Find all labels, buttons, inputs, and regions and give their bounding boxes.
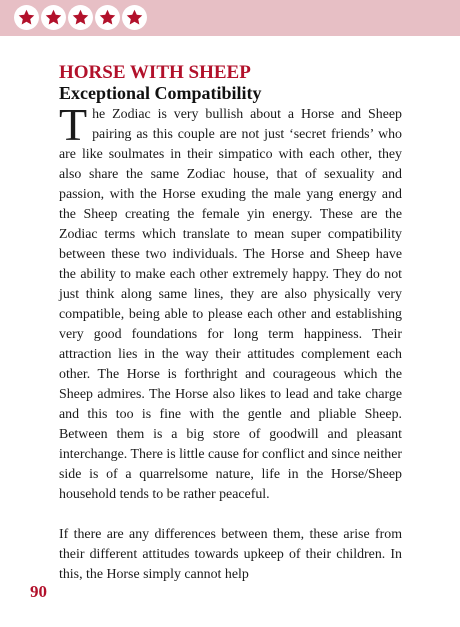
star-icon	[68, 5, 93, 30]
article-subtitle: Exceptional Compatibility	[59, 83, 262, 103]
header-band	[0, 0, 460, 36]
paragraph-2: If there are any differences between them, these arise from their different attitudes towards upkeep of their children. In this, the Horse simply cannot help	[59, 527, 402, 582]
article-title: HORSE WITH SHEEP	[59, 62, 251, 83]
star-icon	[122, 5, 147, 30]
star-icon	[14, 5, 39, 30]
drop-cap: T	[59, 99, 88, 150]
article	[59, 63, 402, 585]
rating-stars	[14, 5, 149, 30]
star-icon	[95, 5, 120, 30]
page-number: 90	[30, 582, 47, 601]
star-icon	[41, 5, 66, 30]
paragraph-1-text: he Zodiac is very bullish about a Horse and Sheep pairing as this couple are not just ‘secret friends’ who are like soulmates in their simpatico with each other, they also share the same Zodiac house, that of sexuality and passion, with the Horse exuding the male yang energy and the Sheep creating the female yin energy. These are the Zodiac terms which translate to mean super compatibility between these two individuals. The Horse and Sheep have the ability to make each other extremely happy. They do not just think along same lines, they are also physically very compatible, being able to please each other and establishing very good foundations for long term happiness. Their attraction lies in the way their attitudes complement each other. The Horse is forthright and courageous which the Sheep admires. The Horse also likes to lead and take charge and this too is fine with the gentle and pliable Sheep. Between them is a big store of goodwill and pleasant interchange. There is little cause for conflict and since neither side is of a quarrelsome nature, life in the Horse/Sheep household tends to be rather peaceful.	[59, 107, 403, 502]
paragraph-1	[59, 99, 403, 505]
